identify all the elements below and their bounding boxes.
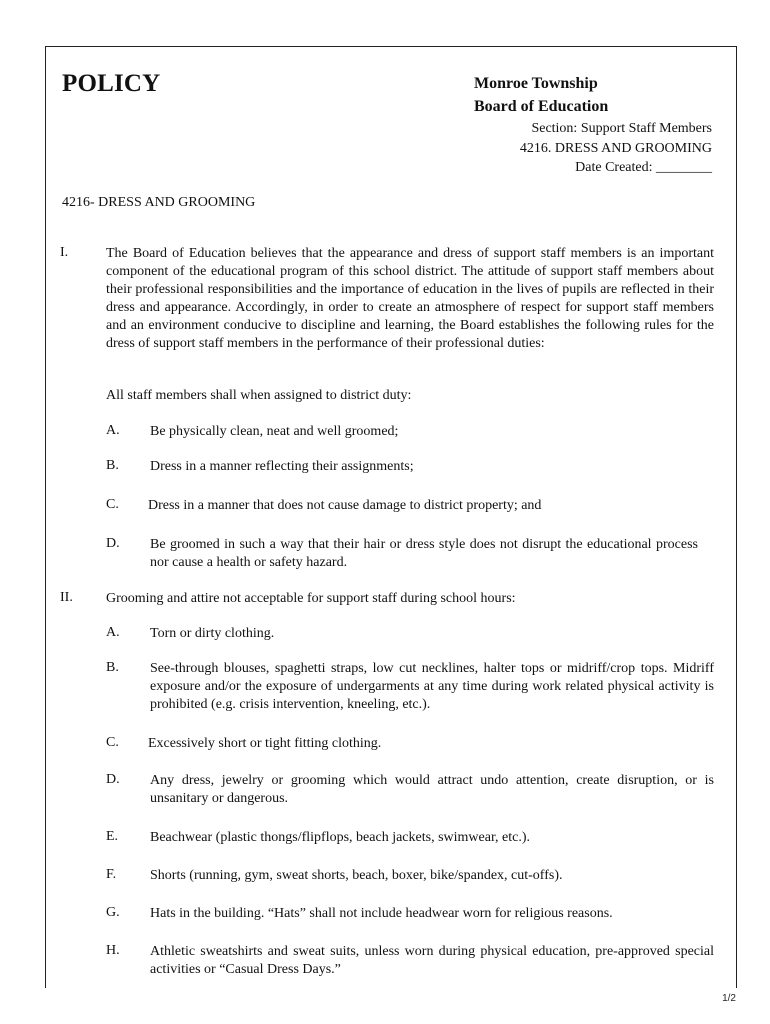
policy-meta: [520, 119, 712, 178]
item-letter: A.: [106, 423, 120, 438]
policy-code-title: 4216. DRESS AND GROOMING: [519, 140, 712, 156]
item-letter: D.: [106, 772, 120, 787]
list-item: Be groomed in such a way that their hair or dress style does not disrupt the educational process nor cause a health or safety hazard.: [150, 537, 698, 570]
item-letter: B.: [106, 660, 119, 675]
organization-name: [474, 72, 608, 118]
item-letter: E.: [106, 829, 119, 844]
list-item: Dress in a manner that does not cause damage to district property; and: [148, 498, 542, 513]
item-letter: F.: [106, 867, 117, 882]
item-letter: C.: [106, 735, 119, 750]
item-letter: D.: [106, 536, 120, 551]
section-number: I.: [60, 245, 69, 260]
item-letter: G.: [106, 905, 120, 920]
org-line-1: Monroe Township: [474, 75, 598, 92]
date-created: Date Created: ________: [575, 160, 712, 175]
page-indicator: 1/2: [722, 993, 736, 1004]
list-item: Torn or dirty clothing.: [150, 626, 275, 641]
org-line-2: Board of Education: [474, 98, 609, 115]
section-lead: Grooming and attire not acceptable for support staff during school hours:: [106, 591, 516, 606]
list-item: Excessively short or tight fitting clothing.: [148, 736, 382, 751]
item-letter: A.: [106, 625, 120, 640]
list-item: Athletic sweatshirts and sweat suits, unless worn during physical education, pre-approved special activities or “Casual Dress Days.”: [150, 944, 714, 977]
document-title: 4216- DRESS AND GROOMING: [62, 195, 256, 210]
policy-label: POLICY: [62, 70, 161, 97]
section-label: Section: Support Staff Members: [531, 121, 712, 136]
item-letter: B.: [106, 458, 119, 473]
section-number: II.: [60, 590, 73, 605]
list-item: Hats in the building. “Hats” shall not include headwear worn for religious reasons.: [150, 906, 613, 921]
item-letter: H.: [106, 943, 120, 958]
list-item: Dress in a manner reflecting their assignments;: [150, 459, 414, 474]
list-item: Be physically clean, neat and well groomed;: [150, 424, 399, 439]
item-letter: C.: [106, 497, 119, 512]
section-lead: All staff members shall when assigned to district duty:: [106, 388, 412, 403]
section-paragraph: The Board of Education believes that the appearance and dress of support staff members is an important component of the educational program of this school district. The attitude of support staff members about their professional responsibilities and the importance of education in the lives of pupils are reflected in their dress and appearance. Accordingly, in order to create an atmosphere of respect for support staff members and an environment conducive to discipline and learning, the Board establishes the following rules for the dress of support staff members in the performance of their professional duties:: [106, 246, 714, 351]
list-item: See-through blouses, spaghetti straps, low cut necklines, halter tops or midriff/crop tops. Midriff exposure and/or the exposure of undergarments at any time during work related physical activity is prohibited (e.g. crisis intervention, kneeling, etc.).: [150, 661, 714, 712]
list-item: Beachwear (plastic thongs/flipflops, beach jackets, swimwear, etc.).: [150, 830, 531, 845]
list-item: Any dress, jewelry or grooming which would attract undo attention, create disruption, or is unsanitary or dangerous.: [150, 773, 714, 806]
list-item: Shorts (running, gym, sweat shorts, beach, boxer, bike/spandex, cut-offs).: [150, 868, 563, 883]
